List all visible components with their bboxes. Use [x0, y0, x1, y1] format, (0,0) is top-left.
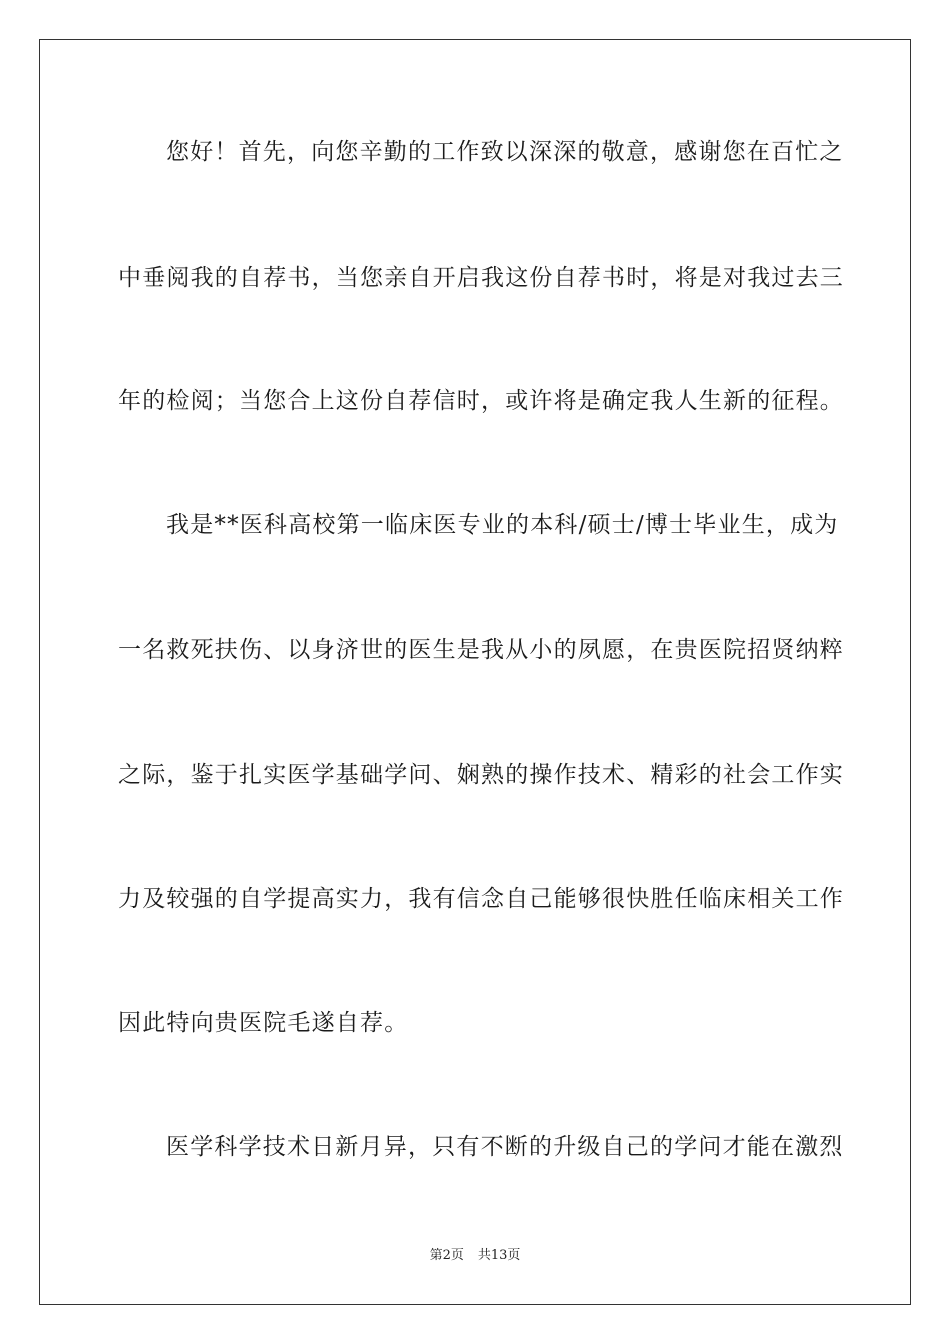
page-footer: [0, 1247, 950, 1265]
page-number: 第2页: [429, 1248, 464, 1263]
page-border: [39, 39, 911, 1305]
paragraph-2-line-1: 我是**医科高校第一临床医专业的本科/硕士/博士毕业生，成为: [166, 512, 839, 538]
page-total: 共13页: [477, 1248, 521, 1263]
paragraph-2-line-5: 因此特向贵医院毛遂自荐。: [118, 1010, 409, 1036]
paragraph-1-line-2: 中垂阅我的自荐书，当您亲自开启我这份自荐书时，将是对我过去三: [118, 265, 844, 291]
paragraph-2-line-4: 力及较强的自学提高实力，我有信念自己能够很快胜任临床相关工作: [118, 886, 844, 912]
paragraph-2-line-2: 一名救死扶伤、以身济世的医生是我从小的夙愿，在贵医院招贤纳粹: [118, 637, 844, 663]
paragraph-2-line-3: 之际，鉴于扎实医学基础学问、娴熟的操作技术、精彩的社会工作实: [118, 762, 844, 788]
paragraph-1-line-3: 年的检阅；当您合上这份自荐信时，或许将是确定我人生新的征程。: [118, 388, 844, 414]
paragraph-1-line-1: 您好！首先，向您辛勤的工作致以深深的敬意，感谢您在百忙之: [166, 139, 844, 165]
paragraph-3-line-1: 医学科学技术日新月异，只有不断的升级自己的学问才能在激烈: [166, 1134, 844, 1160]
